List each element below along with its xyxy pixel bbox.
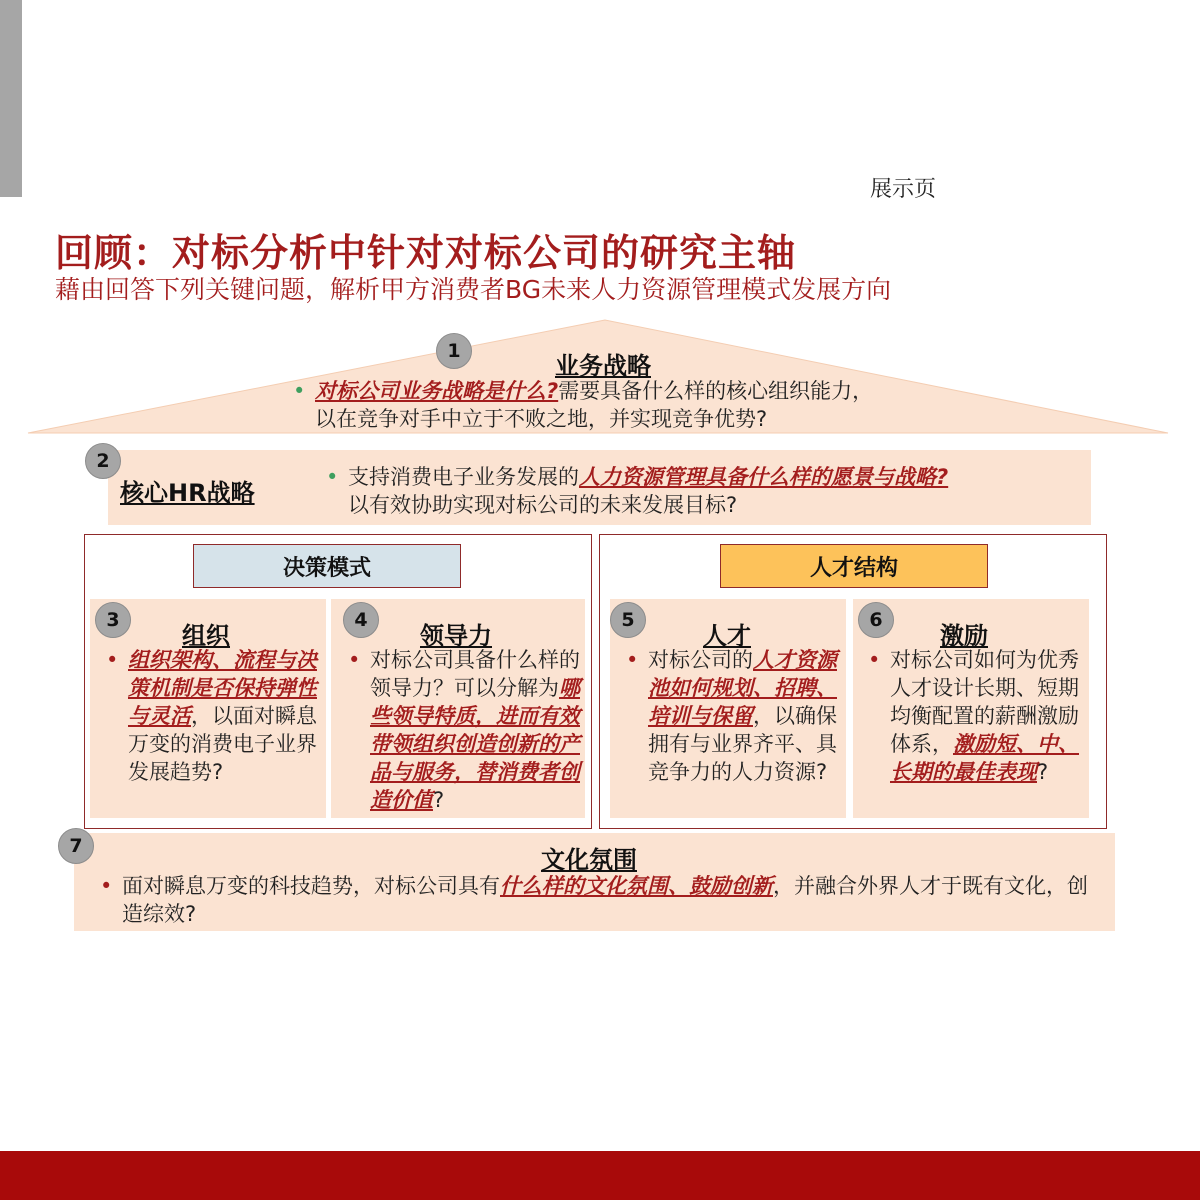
bottom-brand-bar: [0, 1151, 1200, 1200]
incentive-heading: 激励: [940, 622, 988, 650]
hr-strategy-text: • 支持消费电子业务发展的人力资源管理具备什么样的愿景与战略? 以有效协助实现对标公司的未来发展目标?: [326, 465, 949, 517]
decision-mode-label: 决策模式: [193, 544, 461, 588]
business-strategy-heading: 业务战略: [555, 352, 651, 380]
page-subtitle: 藉由回答下列关键问题，解析甲方消费者BG未来人力资源管理模式发展方向: [55, 275, 892, 304]
hr-strategy-heading: 核心HR战略: [120, 479, 255, 507]
talent-highlight: 人才资源池如何规划、招聘、培训与保留: [648, 648, 837, 728]
number-badge-3: 3: [95, 602, 131, 638]
number-badge-1: 1: [436, 333, 472, 369]
incentive-highlight: 激励短、中、长期的最佳表现: [890, 732, 1079, 784]
talent-heading: 人才: [703, 622, 751, 650]
number-badge-7: 7: [58, 828, 94, 864]
culture-text: • 面对瞬息万变的科技趋势，对标公司具有什么样的文化氛围、鼓励创新，并融合外界人才于既有文化，创造综效?: [100, 874, 1088, 926]
organization-highlight: 组织架构、流程与决策机制是否保持弹性与灵活: [128, 648, 317, 728]
leadership-heading: 领导力: [420, 622, 492, 650]
number-badge-2: 2: [85, 443, 121, 479]
number-badge-4: 4: [343, 602, 379, 638]
page-tag: 展示页: [870, 177, 937, 202]
business-strategy-text: • 对标公司业务战略是什么?需要具备什么样的核心组织能力， 以在竞争对手中立于不败之地，并实现竞争优势?: [293, 379, 874, 431]
business-strategy-highlight: 对标公司业务战略是什么?: [315, 379, 559, 403]
number-badge-5: 5: [610, 602, 646, 638]
page-title: 回顾：对标分析中针对对标公司的研究主轴: [55, 231, 797, 275]
culture-highlight: 什么样的文化氛围、鼓励创新: [500, 874, 773, 898]
number-badge-6: 6: [858, 602, 894, 638]
incentive-text: • 对标公司如何为优秀人才设计长期、短期均衡配置的薪酬激励体系，激励短、中、长期的最佳表现?: [868, 648, 1079, 784]
left-sidebar-bar: [0, 0, 22, 197]
talent-text: • 对标公司的人才资源池如何规划、招聘、培训与保留，以确保拥有与业界齐平、具竞争力的人力资源?: [626, 648, 837, 784]
talent-structure-label: 人才结构: [720, 544, 988, 588]
culture-heading: 文化氛围: [541, 846, 637, 874]
organization-text: • 组织架构、流程与决策机制是否保持弹性与灵活，以面对瞬息万变的消费电子业界发展趋势?: [106, 648, 317, 784]
leadership-text: • 对标公司具备什么样的领导力？可以分解为哪些领导特质，进而有效带领组织创造创新的产品与服务，替消费者创造价值?: [348, 648, 580, 812]
hr-strategy-highlight: 人力资源管理具备什么样的愿景与战略?: [579, 465, 949, 489]
leadership-highlight: 哪些领导特质，进而有效带领组织创造创新的产品与服务，替消费者创造价值: [370, 676, 580, 812]
organization-heading: 组织: [182, 622, 230, 650]
